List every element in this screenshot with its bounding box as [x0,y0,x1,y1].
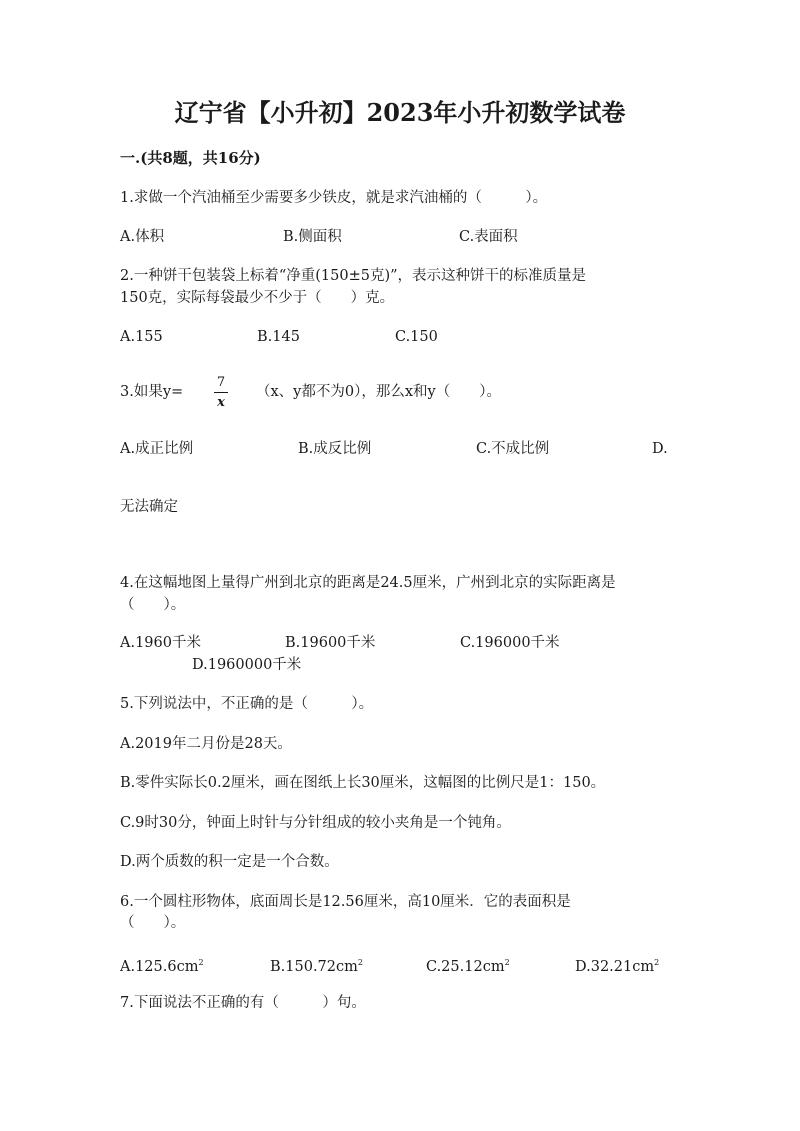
question-4-option-a: A.1960千米 [120,635,201,651]
fraction-denominator: x [217,395,225,410]
question-3-option-c: C.不成比例 [476,441,550,457]
question-6-option-a: $A.125.6cm^2$ [120,958,204,975]
question-7-stem: 7.下面说法不正确的有（ ）句。 [120,995,366,1011]
question-6-option-d: $D.32.21cm^2$ [575,958,660,975]
question-3-option-a: A.成正比例 [120,441,194,457]
question-2-option-c: C.150 [395,329,438,345]
question-4-line-1: 4.在这幅地图上量得广州到北京的距离是24.5厘米，广州到北京的实际距离是 [120,575,616,591]
section-heading: 一.(共8题，共16分) [120,149,261,167]
question-5-option-c: C.9时30分，钟面上时针与分针组成的较小夹角是一个钝角。 [120,815,511,831]
question-1-stem: 1.求做一个汽油桶至少需要多少铁皮，就是求汽油桶的（ ）。 [120,190,548,206]
question-1-option-a: A.体积 [120,229,165,245]
question-4-option-b: B.19600千米 [285,635,376,651]
question-5-stem: 5.下列说法中，不正确的是（ ）。 [120,696,374,712]
question-2-line-2: 150克，实际每袋最少不少于（ ）克。 [120,290,395,306]
question-2-option-b: B.145 [257,329,300,345]
fraction-bar [214,392,228,393]
question-3-suffix: （x、y都不为0），那么x和y（ ）。 [256,384,501,400]
page-title: 辽宁省【小升初】2023年小升初数学试卷 [174,98,626,127]
question-3-option-b: B.成反比例 [298,441,372,457]
question-4-line-2: （ ）。 [120,597,186,613]
question-3-option-d: D. [652,441,668,457]
question-6-line-1: 6.一个圆柱形物体，底面周长是12.56厘米，高10厘米．它的表面积是 [120,894,571,910]
question-6-line-2: （ ）。 [120,915,186,931]
question-5-option-d: D.两个质数的积一定是一个合数。 [120,854,339,870]
fraction-numerator: 7 [216,375,226,390]
question-1-option-c: C.表面积 [459,229,518,245]
question-6-option-b: $B.150.72cm^2$ [270,958,363,975]
question-6-option-c: $C.25.12cm^2$ [426,958,510,975]
question-2-option-a: A.155 [120,329,163,345]
question-5-option-a: A.2019年二月份是28天。 [120,736,292,752]
question-4-option-c: C.196000千米 [460,635,560,651]
question-5-option-b: B.零件实际长0.2厘米，画在图纸上长30厘米，这幅图的比例尺是1：150。 [120,775,606,791]
fraction-seven-over-x [214,375,228,410]
question-3-prefix: 3.如果y= [120,384,184,400]
question-4-option-d: D.1960000千米 [192,657,302,673]
question-3-option-d-text: 无法确定 [120,499,178,515]
question-1-option-b: B.侧面积 [283,229,342,245]
question-2-line-1: 2.一种饼干包装袋上标着“净重(150±5克)”，表示这种饼干的标准质量是 [120,268,587,284]
